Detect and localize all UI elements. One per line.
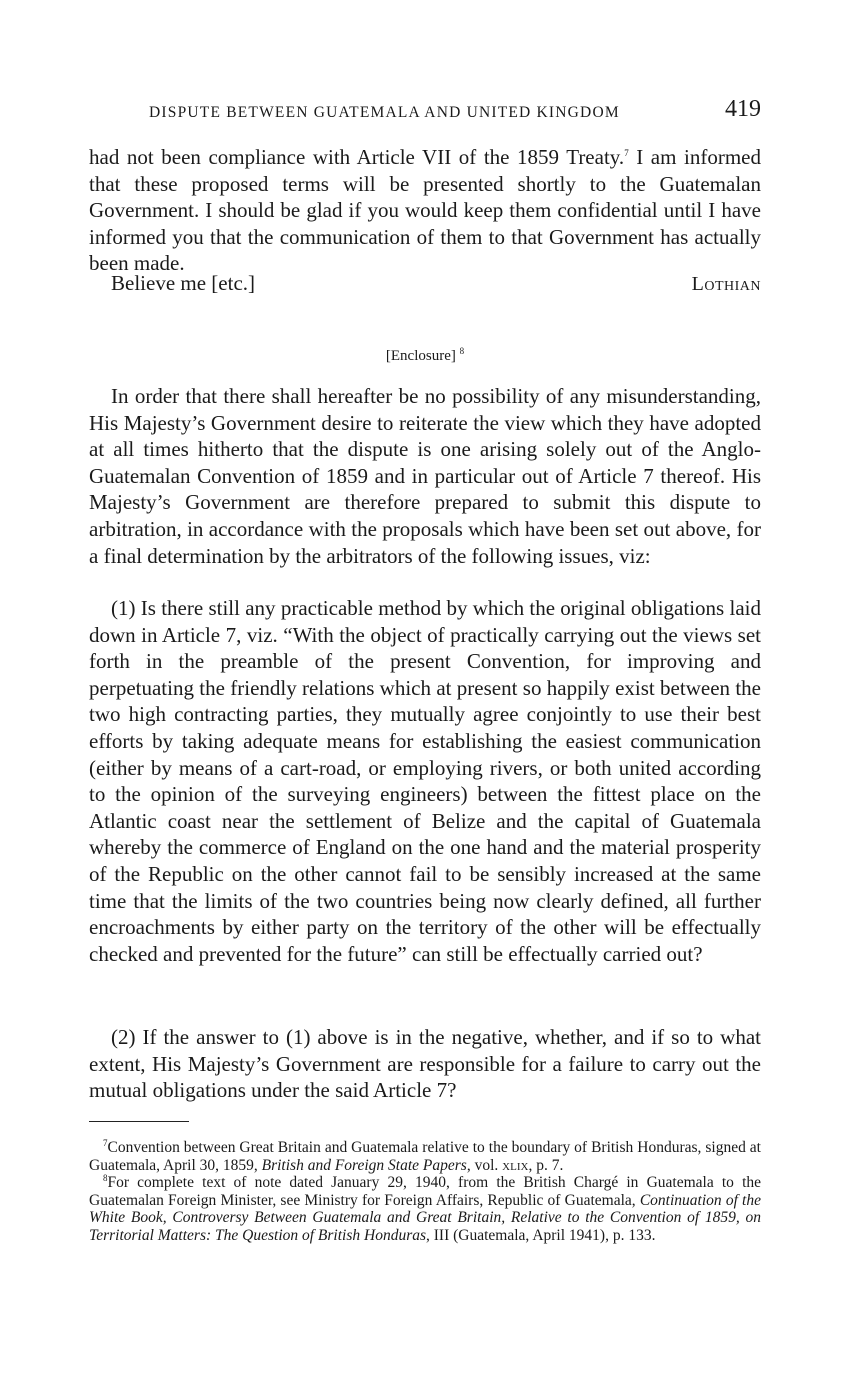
enclosure-item-1: (1) Is there still any practicable method by which the original obligations laid down in Article 7, viz. “With the object of practically carrying out the views set forth in the preamble of the present Convention, for improving and perpetuating the friendly relations which at present so happily exist between the two high contracting parties, they mutually agree conjointly to use their best efforts by taking adequate means for establishing the easiest communication (either by means of a cart-road, or employing rivers, or both united according to the opinion of the surveying engineers) between the fittest place on the Atlantic coast near the settlement of Belize and the capital of Guatemala whereby the commerce of England on the one hand and the material prosperity of the Republic on the other cannot fail to be sensibly increased at the same time that the limits of the two countries being now clearly defined, all further encroachments by either party on the territory of the other will be effectually checked and prevented for the future” can still be effectually carried out? [89, 596, 761, 966]
signature: Lothian [691, 273, 761, 295]
footnote-7 [89, 1139, 761, 1174]
page-number: 419 [725, 96, 761, 122]
letter-paragraph-rest: I am informed that these proposed terms will be presented shortly to the Guatemalan Government. I should be glad if you would keep them confidential until I have informed you that the communication of them to that Government has actually been made. [89, 145, 761, 276]
footnote-rule [89, 1121, 189, 1122]
footnote-8-text-b: , III (Guatemala, April 1941), p. 133. [426, 1226, 656, 1244]
footnote-7-text-b: , vol. [466, 1156, 503, 1174]
enclosure-heading-text: [Enclosure] [385, 348, 456, 364]
letter-paragraph [89, 144, 761, 277]
footnote-8-text-a: For complete text of note dated January 29, 1940, from the British Chargé in Guatemala to the Guatemalan Foreign Minister, see Ministry for Foreign Affairs, Republic of Guatemala, [89, 1174, 761, 1209]
enclosure-heading [89, 348, 761, 365]
footnote-7-text-c: , p. 7. [528, 1156, 564, 1174]
running-head: DISPUTE BETWEEN GUATEMALA AND UNITED KINGDOM [149, 104, 620, 121]
footnote-8 [89, 1174, 761, 1244]
footnote-8-marker: 8 [103, 1172, 108, 1183]
footnote-7-volume: xlix [502, 1156, 529, 1174]
enclosure-paragraph-intro: In order that there shall hereafter be no possibility of any misunderstanding, His Majesty’s Government desire to reiterate the view which they have adopted at all times hitherto that the dispute is one arising solely out of the Anglo-Guatemalan Convention of 1859 and in particular out of Article 7 thereof. His Majesty’s Government are therefore prepared to submit this dispute to arbitration, in accordance with the proposals which have been set out above, for a final determination by the arbitrators of the following issues, viz: [89, 384, 761, 568]
footnotes [89, 1139, 761, 1244]
footnote-ref-8: 8 [459, 346, 465, 356]
footnote-7-text-a: Convention between Great Britain and Guatemala relative to the boundary of British Honduras, signed at Guatemala, April 30, 1859, [89, 1139, 761, 1174]
page-header [89, 96, 761, 126]
letter-closing-row [89, 271, 761, 298]
letter-paragraph-start: had not been compliance with Article VII of the 1859 Treaty. [89, 145, 625, 169]
footnote-8-title: Continuation of the White Book, Controversy Between Guatemala and Great Britain, Relative to the Convention of 1859, on Territorial Matters: The Question of British Honduras [89, 1191, 761, 1244]
enclosure-item-2: (2) If the answer to (1) above is in the negative, whether, and if so to what extent, His Majesty’s Government are responsible for a failure to carry out the mutual obligations under the said Article 7? [89, 1025, 761, 1103]
footnote-7-title: British and Foreign State Papers [261, 1156, 467, 1174]
letter-closing: Believe me [etc.] [111, 271, 256, 295]
footnote-7-marker: 7 [103, 1137, 108, 1148]
footnote-ref-7: 7 [624, 148, 629, 158]
